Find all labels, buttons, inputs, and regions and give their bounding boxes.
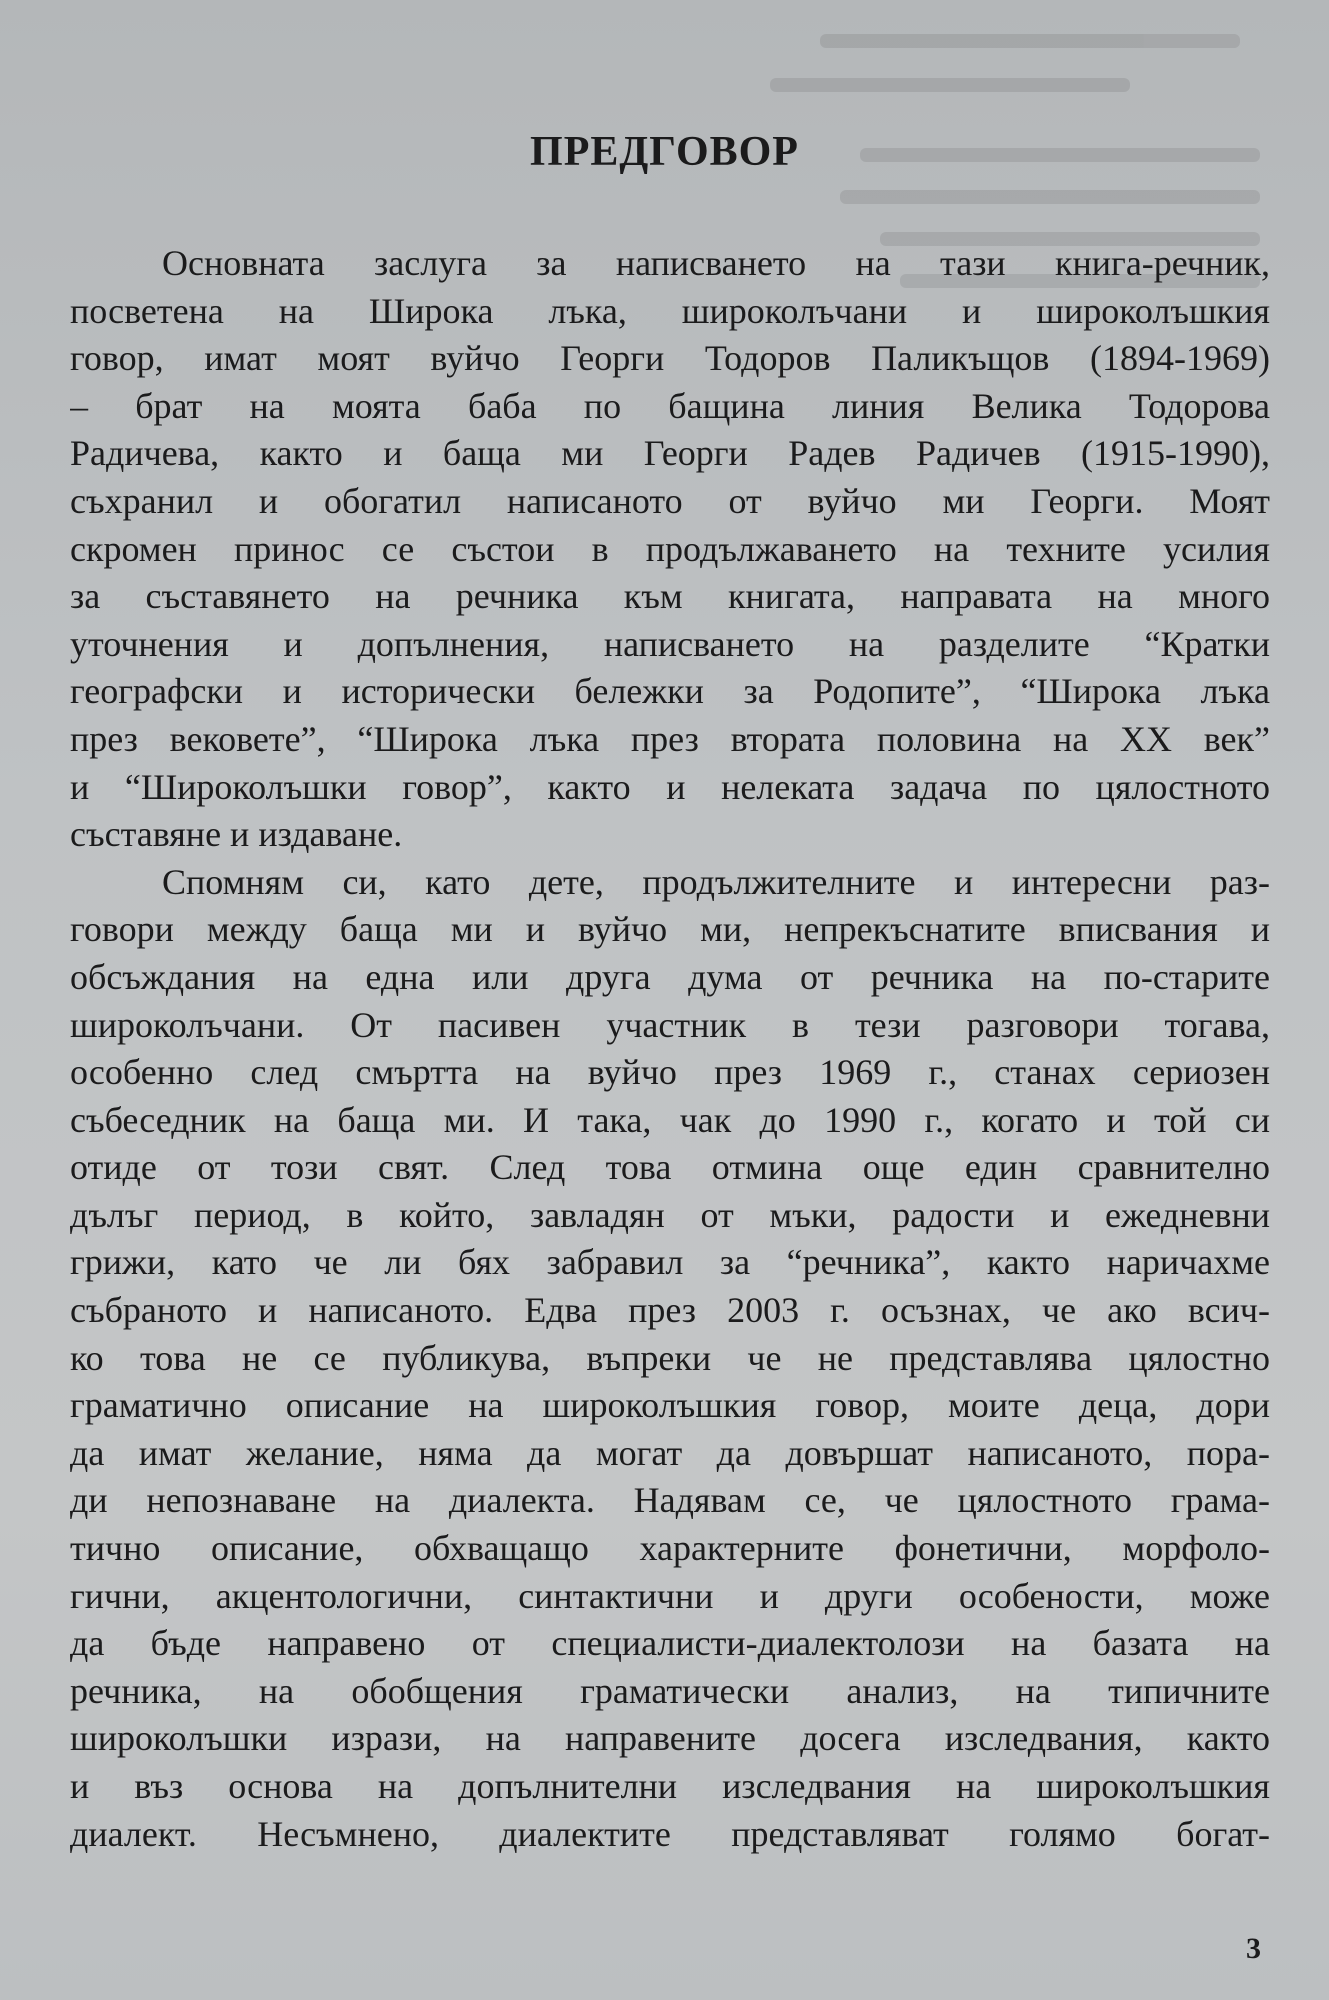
text-line: грижи, като че ли бях забравил за “речника”, както наричахме	[70, 1242, 1270, 1283]
text-line: съставяне и издаване.	[70, 814, 403, 855]
text-line: особенно след смъртта на вуйчо през 1969 г., станах сериозен	[70, 1052, 1270, 1093]
text-line: широколъчани. От пасивен участник в тези разговори тогава,	[70, 1004, 1270, 1045]
text-line: и “Широколъшки говор”, както и нелеката задача по цялостното	[70, 766, 1270, 807]
page-number: 3	[1246, 1932, 1261, 1965]
text-line: и въз основа на допълнителни изследвания на широколъшкия	[70, 1766, 1270, 1806]
text-line: уточнения и допълнения, написването на разделите “Кратки	[70, 623, 1270, 664]
text-line: – брат на моята баба по бащина линия Велика Тодорова	[70, 385, 1270, 426]
text-line: дълъг период, в който, завладян от мъки, радости и ежедневни	[70, 1194, 1270, 1235]
text-line: Радичева, както и баща ми Георги Радев Радичев (1915-1990),	[70, 433, 1270, 474]
paragraph-1	[70, 240, 1270, 859]
text-line: за съставянето на речника към книгата, направата на много	[70, 576, 1270, 617]
text-line: обсъждания на една или друга дума от речника на по-старите	[70, 956, 1270, 997]
paragraph-2	[70, 859, 1270, 1858]
text-line: говор, имат моят вуйчо Георги Тодоров Паликъщов (1894-1969)	[70, 338, 1270, 379]
page-title: ПРЕДГОВОР	[530, 129, 799, 175]
body-text	[70, 240, 1270, 1858]
text-line: диалект. Несъмнено, диалектите представляват голямо богат-	[70, 1813, 1270, 1854]
text-line: речника, на обобщения граматически анализ, на типичните	[70, 1670, 1270, 1711]
text-line: през вековете”, “Широка лъка през втората половина на XX век”	[70, 718, 1270, 759]
text-line: съхранил и обогатил написаното от вуйчо ми Георги. Моят	[70, 480, 1270, 521]
text-line: ди непознаване на диалекта. Надявам се, че цялостното грама-	[70, 1480, 1270, 1521]
text-line: отиде от този свят. След това отмина още един сравнително	[70, 1147, 1270, 1188]
text-line: ко това не се публикува, въпреки че не представлява цялостно	[70, 1337, 1270, 1378]
text-line: гични, акцентологични, синтактични и други особености, може	[70, 1575, 1270, 1616]
text-line: посветена на Широка лъка, широколъчани и широколъшкия	[70, 290, 1270, 331]
text-line: да бъде направено от специалисти-диалектолози на базата на	[70, 1623, 1270, 1664]
text-line: тично описание, обхващащо характерните фонетични, морфоло-	[70, 1528, 1270, 1569]
text-line: събраното и написаното. Едва през 2003 г. осъзнах, че ако всич-	[70, 1290, 1270, 1331]
text-line: да имат желание, няма да могат да довършат написаното, пора-	[70, 1432, 1270, 1473]
text-line: говори между баща ми и вуйчо ми, непрекъснатите вписвания и	[70, 909, 1270, 950]
text-line: Основната заслуга за написването на тази книга-речник,	[162, 243, 1270, 283]
text-line: Спомням си, като дете, продължителните и интересни раз-	[162, 861, 1270, 902]
text-line: скромен принос се състои в продължаването на техните усилия	[70, 528, 1270, 569]
text-line: събеседник на баща ми. И така, чак до 1990 г., когато и той си	[70, 1099, 1270, 1140]
text-line: граматично описание на широколъшкия говор, моите деца, дори	[70, 1385, 1270, 1426]
text-line: широколъшки изрази, на направените досега изследвания, както	[70, 1718, 1270, 1759]
text-line: географски и исторически бележки за Родопите”, “Широка лъка	[70, 671, 1270, 712]
